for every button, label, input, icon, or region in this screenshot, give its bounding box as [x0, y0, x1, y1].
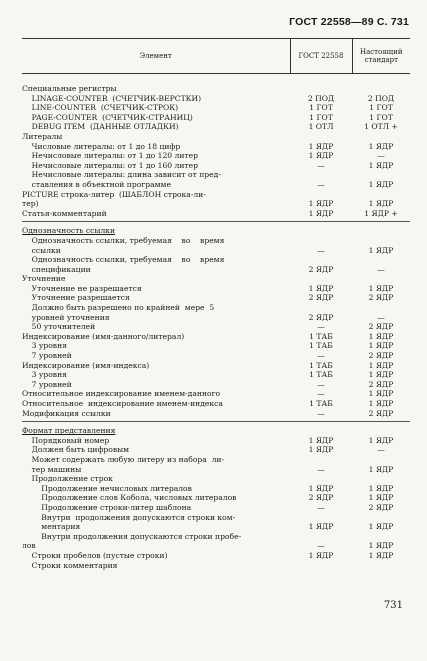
table-row: [22, 561, 410, 571]
row-standard-cell: 2 ЯДР: [368, 351, 394, 361]
row-gost-cell: 1 ЯДР: [308, 283, 334, 293]
column-header-gost: ГОСТ 22558: [290, 39, 352, 74]
row-gost-cell: —: [317, 389, 325, 399]
row-gost-cell: 1 ЯДР: [308, 199, 334, 209]
row-gost-cell: —: [317, 160, 325, 170]
row-gost-cell: [290, 303, 352, 313]
row-gost-cell: —: [317, 179, 325, 189]
table-row: [22, 322, 410, 332]
row-gost-cell: [290, 455, 352, 465]
row-element-cell: Продолжение строки-литер шаблона: [22, 502, 192, 512]
row-standard-cell: [352, 532, 410, 542]
row-element-cell: Однозначность ссылки, требуемая во время: [22, 255, 225, 265]
row-gost-cell: [290, 132, 352, 142]
table-row: [22, 313, 410, 323]
table-row: [22, 361, 410, 371]
row-element-cell: Внутри продолжения допускаются строки ком-: [22, 512, 236, 522]
row-element-cell: Должен быть цифровым: [22, 445, 130, 455]
row-standard-cell: —: [377, 264, 385, 274]
row-gost-cell: 1 ЯДР: [308, 483, 334, 493]
row-element-cell: Специальные регистры: [22, 84, 117, 93]
row-element-cell: Литералы: [22, 131, 63, 141]
row-standard-cell: 1 ЯДР: [368, 179, 394, 189]
row-standard-cell: [352, 170, 410, 180]
row-standard-cell: [352, 303, 410, 313]
row-standard-cell: 2 ЯДР: [368, 502, 394, 512]
row-element-cell: 3 уровня: [22, 341, 67, 351]
row-standard-cell: 1 ЯДР: [368, 483, 394, 493]
row-element-cell: ссылки: [22, 245, 61, 255]
row-standard-cell: 1 ЯДР: [368, 493, 394, 503]
table-row: [22, 180, 410, 190]
row-element-cell: ментария: [22, 522, 81, 532]
row-gost-cell: [290, 170, 352, 180]
row-element-cell: Порядковый номер: [22, 435, 110, 445]
row-element-cell: лов: [22, 541, 36, 551]
table-row: [22, 94, 410, 104]
row-standard-cell: 2 ЯДР: [368, 293, 394, 303]
table-row: [22, 484, 410, 494]
table-row: [22, 532, 410, 542]
table-row: [22, 199, 410, 209]
row-element-cell: Продолжение слов Кобола, числовых литералов: [22, 493, 237, 503]
table-row: [22, 332, 410, 342]
row-element-cell: Продолжение нечисловых литералов: [22, 483, 192, 493]
row-standard-cell: 1 ЯДР: [368, 283, 394, 293]
row-standard-cell: 1 ЯДР: [368, 245, 394, 255]
section-heading-row: [22, 422, 410, 436]
table-row: [22, 436, 410, 446]
row-element-cell: Нечисловые литералы: длина зависит от пред-: [22, 170, 221, 180]
row-gost-cell: —: [317, 322, 325, 332]
row-gost-cell: 1 ТАБ: [309, 370, 333, 380]
table-row: [22, 465, 410, 475]
row-element-cell: PAGE-COUNTER (СЧЕТЧИК-СТРАНИЦ): [22, 112, 193, 122]
row-element-cell: LINAGE-COUNTER (СЧЕТЧИК-ВЕРСТКИ): [22, 93, 202, 103]
table-row: [22, 541, 410, 551]
table-row: [22, 351, 410, 361]
table-row: [22, 265, 410, 275]
row-standard-cell: —: [377, 312, 385, 322]
row-standard-cell: 1 ОТЛ +: [364, 122, 398, 132]
row-standard-cell: [352, 474, 410, 484]
row-element-cell: 3 уровня: [22, 370, 67, 380]
row-standard-cell: [352, 513, 410, 523]
table-row: [22, 246, 410, 256]
row-element-cell: тер): [22, 199, 39, 209]
row-gost-cell: 1 ЯДР: [308, 522, 334, 532]
row-element-cell: Относительное индексирование именем-индекса: [22, 399, 223, 408]
row-standard-cell: 1 ЯДР: [368, 550, 394, 560]
row-element-cell: Индексирование (имя-данного/литерал): [22, 331, 185, 341]
row-standard-cell: 1 ГОТ: [369, 112, 393, 122]
row-element-cell: Строки комментария: [22, 560, 118, 570]
table-row: [22, 236, 410, 246]
table-row: [22, 170, 410, 180]
table-row: [22, 474, 410, 484]
row-standard-cell: [352, 74, 410, 94]
table-row: [22, 445, 410, 455]
column-header-element: Элемент: [22, 39, 290, 74]
row-standard-cell: 2 ЯДР: [368, 408, 394, 418]
page-header: ГОСТ 22558—89 С. 731: [289, 16, 409, 28]
table-row: [22, 151, 410, 161]
row-standard-cell: [352, 236, 410, 246]
table-row: [22, 132, 410, 142]
row-gost-cell: 1 ЯДР: [308, 435, 334, 445]
table-row: [22, 455, 410, 465]
row-gost-cell: 1 ТАБ: [309, 360, 333, 370]
row-gost-cell: —: [317, 408, 325, 418]
row-standard-cell: 1 ЯДР: [368, 199, 394, 209]
row-gost-cell: 1 ГОТ: [309, 112, 333, 122]
table-row: [22, 341, 410, 351]
row-gost-cell: [290, 513, 352, 523]
row-gost-cell: 1 ОТЛ: [308, 122, 334, 132]
row-gost-cell: [290, 561, 352, 571]
row-element-cell: Модификация ссылки: [22, 408, 111, 418]
row-standard-cell: [352, 222, 410, 236]
table-row: [22, 513, 410, 523]
row-element-cell: Продолжение строк: [22, 474, 113, 484]
table-row: [22, 399, 410, 409]
row-standard-cell: 1 ЯДР: [368, 399, 394, 408]
row-gost-cell: 1 ЯДР: [308, 151, 334, 161]
row-gost-cell: 1 ГОТ: [309, 103, 333, 113]
row-element-cell: 7 уровней: [22, 351, 72, 361]
row-standard-cell: 1 ГОТ: [369, 103, 393, 113]
row-gost-cell: 2 ЯДР: [308, 293, 334, 303]
row-standard-cell: 1 ЯДР: [368, 341, 394, 351]
table-body: [22, 74, 410, 571]
table-row: [22, 190, 410, 200]
row-element-cell: 7 уровней: [22, 379, 72, 389]
row-standard-cell: [352, 132, 410, 142]
table-row: [22, 113, 410, 123]
column-header-standard: Настоящий стандарт: [352, 39, 410, 74]
row-standard-cell: 1 ЯДР: [368, 370, 394, 380]
row-gost-cell: —: [317, 351, 325, 361]
row-standard-cell: 1 ЯДР: [368, 522, 394, 532]
row-standard-cell: 1 ЯДР: [368, 331, 394, 341]
row-standard-cell: —: [377, 151, 385, 161]
row-element-cell: 50 уточнителей: [22, 322, 96, 332]
table-row: [22, 161, 410, 171]
row-standard-cell: [352, 422, 410, 436]
row-element-cell: Внутри продолжения допускаются строки пробе-: [22, 531, 242, 541]
row-element-cell: Нечисловые литералы: от 1 до 160 литер: [22, 160, 198, 170]
row-standard-cell: 2 ЯДР: [368, 322, 394, 332]
table-row: [22, 274, 410, 284]
row-gost-cell: 2 ЯДР: [308, 493, 334, 503]
row-element-cell: Уточнение разрешается: [22, 293, 130, 303]
table-row: [22, 409, 410, 419]
page-number: 731: [383, 600, 403, 611]
row-gost-cell: 1 ЯДР: [308, 445, 334, 455]
row-element-cell: Уточнение не разрешается: [22, 283, 142, 293]
row-element-cell: Статья-комментарий: [22, 208, 107, 218]
table-row: [22, 122, 410, 132]
row-standard-cell: 1 ЯДР: [368, 541, 394, 551]
table-row: [22, 284, 410, 294]
row-standard-cell: [352, 561, 410, 571]
row-gost-cell: 2 ПОД: [307, 93, 335, 103]
table-row: [22, 142, 410, 152]
row-standard-cell: 1 ЯДР: [368, 464, 394, 474]
row-gost-cell: —: [317, 502, 325, 512]
row-standard-cell: 1 ЯДР: [368, 160, 394, 170]
row-standard-cell: 2 ПОД: [367, 93, 395, 103]
row-element-cell: Однозначность ссылки, требуемая во время: [22, 235, 225, 245]
row-standard-cell: 1 ЯДР: [368, 389, 394, 399]
row-element-cell: Должно быть разрешено по крайней мере 5: [22, 303, 215, 313]
row-element-cell: уровней уточнения: [22, 312, 110, 322]
row-gost-cell: 2 ЯДР: [308, 264, 334, 274]
row-gost-cell: 1 ТАБ: [309, 331, 333, 341]
row-element-cell: Уточнение: [22, 274, 66, 284]
row-standard-cell: 1 ЯДР: [368, 141, 394, 151]
table-row: [22, 103, 410, 113]
table-row: [22, 522, 410, 532]
row-standard-cell: [352, 455, 410, 465]
row-gost-cell: [290, 474, 352, 484]
table-row: [22, 551, 410, 561]
row-standard-cell: 1 ЯДР: [368, 435, 394, 445]
row-element-cell: Строки пробелов (пустые строки): [22, 550, 168, 560]
row-standard-cell: 1 ЯДР: [368, 360, 394, 370]
row-gost-cell: —: [317, 464, 325, 474]
row-gost-cell: —: [317, 245, 325, 255]
row-element-cell: Относительное индексирование именем-данного: [22, 389, 221, 399]
row-gost-cell: 1 ЯДР: [308, 141, 334, 151]
table-row: [22, 380, 410, 390]
row-gost-cell: [290, 532, 352, 542]
row-element-cell: Однозначность ссылки: [22, 226, 116, 236]
row-gost-cell: [290, 74, 352, 94]
row-element-cell: ставления в объектной программе: [22, 179, 171, 189]
row-gost-cell: —: [317, 541, 325, 551]
row-element-cell: DEBUG ITEM (ДАННЫЕ ОТЛАДКИ): [22, 122, 179, 132]
row-gost-cell: [290, 274, 352, 284]
row-gost-cell: 1 ТАБ: [309, 341, 333, 351]
table-row: [22, 209, 410, 219]
row-gost-cell: —: [317, 379, 325, 389]
row-gost-cell: [290, 255, 352, 265]
row-gost-cell: [290, 422, 352, 436]
section-heading-row: [22, 222, 410, 236]
row-standard-cell: [352, 274, 410, 284]
row-element-cell: PICTURE строка-литер (ШАБЛОН строка-ли-: [22, 189, 206, 199]
row-standard-cell: —: [377, 445, 385, 455]
row-element-cell: Индексирование (имя-индекса): [22, 360, 150, 370]
row-gost-cell: [290, 190, 352, 200]
row-element-cell: Нечисловые литералы: от 1 до 120 литер: [22, 151, 198, 161]
row-element-cell: спецификации: [22, 264, 91, 274]
table-row: [22, 303, 410, 313]
row-gost-cell: 1 ЯДР: [308, 550, 334, 560]
row-gost-cell: 1 ТАБ: [309, 399, 333, 408]
table-row: [22, 293, 410, 303]
table-row: [22, 74, 410, 94]
row-standard-cell: 1 ЯДР +: [364, 208, 398, 218]
row-element-cell: тер машины: [22, 464, 82, 474]
row-standard-cell: 2 ЯДР: [368, 379, 394, 389]
row-gost-cell: 2 ЯДР: [308, 312, 334, 322]
table-row: [22, 255, 410, 265]
row-element-cell: LINE-COUNTER (СЧЕТЧИК-СТРОК): [22, 103, 179, 113]
table-header-row: [22, 39, 410, 74]
standard-comparison-table: [22, 38, 410, 570]
row-gost-cell: [290, 222, 352, 236]
table-row: [22, 370, 410, 380]
table-row: [22, 503, 410, 513]
row-standard-cell: [352, 190, 410, 200]
row-element-cell: Числовые литералы: от 1 до 18 цифр: [22, 141, 181, 151]
table-row: [22, 389, 410, 399]
row-element-cell: Может содержать любую литеру из набора ли-: [22, 454, 225, 464]
table-row: [22, 493, 410, 503]
row-element-cell: Формат представления: [22, 426, 116, 436]
row-standard-cell: [352, 255, 410, 265]
row-gost-cell: 1 ЯДР: [308, 208, 334, 218]
row-gost-cell: [290, 236, 352, 246]
